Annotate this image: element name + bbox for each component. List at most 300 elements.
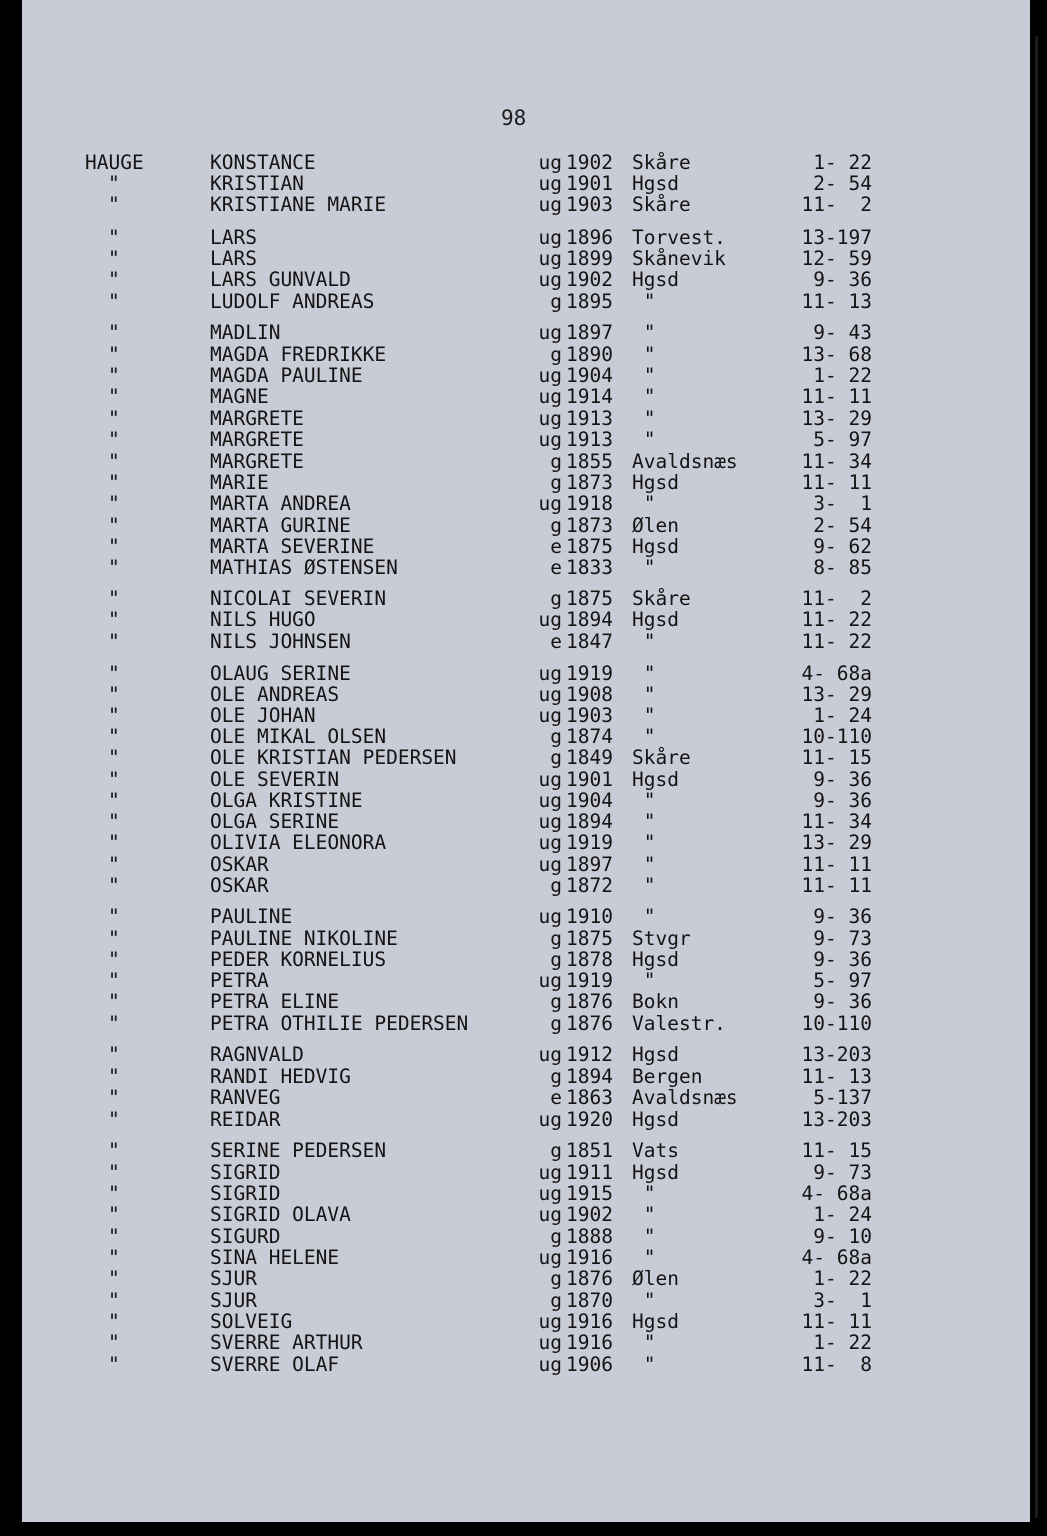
- birth-place-cell: Avaldsnæs: [632, 450, 738, 473]
- birth-year-cell: 1906: [566, 1353, 613, 1376]
- given-name-cell: MARIE: [210, 471, 269, 494]
- register-row: [22, 684, 1030, 706]
- reference-cell: 9- 36: [813, 768, 872, 791]
- reference-cell: 1- 24: [813, 1203, 872, 1226]
- ditto-mark: ": [108, 969, 120, 992]
- reference-cell: 11- 15: [801, 746, 872, 769]
- ditto-mark: ": [108, 172, 120, 195]
- birth-place-cell: Vats: [632, 1139, 679, 1162]
- reference-cell: 11- 11: [801, 874, 872, 897]
- reference-cell: 3- 1: [813, 492, 872, 515]
- given-name-cell: SIGRID: [210, 1182, 281, 1205]
- reference-cell: 13-197: [801, 226, 872, 249]
- register-row: [22, 1109, 1030, 1131]
- birth-place-cell: ": [632, 290, 656, 313]
- reference-cell: 11- 34: [801, 810, 872, 833]
- register-row: [22, 408, 1030, 430]
- register-row: [22, 1140, 1030, 1162]
- ditto-mark: ": [108, 1043, 120, 1066]
- marital-status-cell: e: [550, 556, 562, 579]
- given-name-cell: SERINE PEDERSEN: [210, 1139, 387, 1162]
- birth-year-cell: 1908: [566, 683, 613, 706]
- given-name-cell: OSKAR: [210, 853, 269, 876]
- marital-status-cell: ug: [538, 407, 562, 430]
- register-row: [22, 949, 1030, 971]
- ditto-mark: ": [108, 1353, 120, 1376]
- marital-status-cell: g: [550, 990, 562, 1013]
- given-name-cell: MARTA SEVERINE: [210, 535, 375, 558]
- reference-cell: 13- 68: [801, 343, 872, 366]
- given-name-cell: PETRA OTHILIE PEDERSEN: [210, 1012, 469, 1035]
- reference-cell: 13- 29: [801, 831, 872, 854]
- register-row: [22, 344, 1030, 366]
- ditto-mark: ": [108, 789, 120, 812]
- birth-place-cell: Avaldsnæs: [632, 1086, 738, 1109]
- given-name-cell: NILS HUGO: [210, 608, 316, 631]
- ditto-mark: ": [108, 1182, 120, 1205]
- given-name-cell: PAULINE NIKOLINE: [210, 927, 398, 950]
- birth-place-cell: Hgsd: [632, 172, 679, 195]
- birth-place-cell: Ølen: [632, 1267, 679, 1290]
- marital-status-cell: g: [550, 343, 562, 366]
- reference-cell: 11- 15: [801, 1139, 872, 1162]
- given-name-cell: MARTA GURINE: [210, 514, 351, 537]
- marital-status-cell: ug: [538, 193, 562, 216]
- given-name-cell: LARS GUNVALD: [210, 268, 351, 291]
- register-row: [22, 1290, 1030, 1312]
- birth-year-cell: 1855: [566, 450, 613, 473]
- ditto-mark: ": [108, 587, 120, 610]
- birth-place-cell: ": [632, 630, 656, 653]
- ditto-mark: ": [108, 990, 120, 1013]
- birth-year-cell: 1901: [566, 768, 613, 791]
- birth-year-cell: 1875: [566, 587, 613, 610]
- given-name-cell: SIGRID OLAVA: [210, 1203, 351, 1226]
- birth-place-cell: Skånevik: [632, 247, 726, 270]
- register-row: [22, 493, 1030, 515]
- ditto-mark: ": [108, 662, 120, 685]
- birth-place-cell: Hgsd: [632, 768, 679, 791]
- reference-cell: 9- 10: [813, 1225, 872, 1248]
- register-row: [22, 515, 1030, 537]
- marital-status-cell: ug: [538, 789, 562, 812]
- reference-cell: 9- 36: [813, 268, 872, 291]
- birth-year-cell: 1878: [566, 948, 613, 971]
- given-name-cell: OLE KRISTIAN PEDERSEN: [210, 746, 457, 769]
- birth-place-cell: ": [632, 1353, 656, 1376]
- birth-place-cell: ": [632, 789, 656, 812]
- birth-year-cell: 1851: [566, 1139, 613, 1162]
- marital-status-cell: ug: [538, 385, 562, 408]
- reference-cell: 1- 22: [813, 364, 872, 387]
- ditto-mark: ": [108, 1012, 120, 1035]
- reference-cell: 13- 29: [801, 683, 872, 706]
- birth-place-cell: Hgsd: [632, 1108, 679, 1131]
- birth-year-cell: 1902: [566, 1203, 613, 1226]
- given-name-cell: SVERRE OLAF: [210, 1353, 340, 1376]
- birth-year-cell: 1901: [566, 172, 613, 195]
- birth-year-cell: 1913: [566, 428, 613, 451]
- marital-status-cell: ug: [538, 268, 562, 291]
- ditto-mark: ": [108, 1331, 120, 1354]
- marital-status-cell: g: [550, 290, 562, 313]
- marital-status-cell: e: [550, 535, 562, 558]
- birth-year-cell: 1890: [566, 343, 613, 366]
- register-row: [22, 747, 1030, 769]
- birth-year-cell: 1874: [566, 725, 613, 748]
- marital-status-cell: ug: [538, 831, 562, 854]
- ditto-mark: ": [108, 1086, 120, 1109]
- given-name-cell: OSKAR: [210, 874, 269, 897]
- ditto-mark: ": [108, 810, 120, 833]
- marital-status-cell: g: [550, 1139, 562, 1162]
- register-row: [22, 1183, 1030, 1205]
- register-row: [22, 790, 1030, 812]
- birth-place-cell: ": [632, 683, 656, 706]
- given-name-cell: SOLVEIG: [210, 1310, 293, 1333]
- given-name-cell: MAGDA PAULINE: [210, 364, 363, 387]
- birth-place-cell: ": [632, 428, 656, 451]
- reference-cell: 10-110: [801, 1012, 872, 1035]
- ditto-mark: ": [108, 247, 120, 270]
- marital-status-cell: ug: [538, 1043, 562, 1066]
- birth-year-cell: 1847: [566, 630, 613, 653]
- birth-place-cell: Stvgr: [632, 927, 691, 950]
- reference-cell: 9- 36: [813, 905, 872, 928]
- ditto-mark: ": [108, 746, 120, 769]
- ditto-mark: ": [108, 321, 120, 344]
- register-row: [22, 269, 1030, 291]
- marital-status-cell: e: [550, 630, 562, 653]
- birth-year-cell: 1870: [566, 1289, 613, 1312]
- birth-place-cell: ": [632, 1203, 656, 1226]
- marital-status-cell: g: [550, 948, 562, 971]
- marital-status-cell: ug: [538, 1161, 562, 1184]
- marital-status-cell: g: [550, 471, 562, 494]
- reference-cell: 13-203: [801, 1043, 872, 1066]
- birth-year-cell: 1895: [566, 290, 613, 313]
- birth-year-cell: 1875: [566, 927, 613, 950]
- marital-status-cell: g: [550, 746, 562, 769]
- birth-place-cell: ": [632, 1331, 656, 1354]
- birth-year-cell: 1899: [566, 247, 613, 270]
- birth-place-cell: Hgsd: [632, 471, 679, 494]
- register-row: [22, 1311, 1030, 1333]
- register-row: [22, 536, 1030, 558]
- birth-year-cell: 1872: [566, 874, 613, 897]
- birth-place-cell: ": [632, 704, 656, 727]
- birth-year-cell: 1903: [566, 193, 613, 216]
- reference-cell: 9- 73: [813, 927, 872, 950]
- register-row: [22, 1247, 1030, 1269]
- marital-status-cell: ug: [538, 1108, 562, 1131]
- ditto-mark: ": [108, 514, 120, 537]
- birth-place-cell: ": [632, 831, 656, 854]
- marital-status-cell: g: [550, 587, 562, 610]
- reference-cell: 11- 11: [801, 1310, 872, 1333]
- birth-place-cell: Hgsd: [632, 268, 679, 291]
- birth-year-cell: 1910: [566, 905, 613, 928]
- ditto-mark: ": [108, 831, 120, 854]
- birth-year-cell: 1873: [566, 471, 613, 494]
- ditto-mark: ": [108, 1289, 120, 1312]
- reference-cell: 1- 22: [813, 1267, 872, 1290]
- given-name-cell: REIDAR: [210, 1108, 281, 1131]
- marital-status-cell: ug: [538, 853, 562, 876]
- register-row: [22, 631, 1030, 653]
- marital-status-cell: g: [550, 1289, 562, 1312]
- given-name-cell: KONSTANCE: [210, 151, 316, 174]
- birth-year-cell: 1875: [566, 535, 613, 558]
- given-name-cell: MARGRETE: [210, 407, 304, 430]
- ditto-mark: ": [108, 193, 120, 216]
- given-name-cell: LUDOLF ANDREAS: [210, 290, 375, 313]
- given-name-cell: MADLIN: [210, 321, 281, 344]
- birth-year-cell: 1896: [566, 226, 613, 249]
- birth-year-cell: 1902: [566, 151, 613, 174]
- birth-place-cell: ": [632, 1182, 656, 1205]
- given-name-cell: OLE ANDREAS: [210, 683, 340, 706]
- reference-cell: 1- 22: [813, 151, 872, 174]
- register-row: [22, 832, 1030, 854]
- register-row: [22, 1087, 1030, 1109]
- birth-place-cell: ": [632, 407, 656, 430]
- birth-place-cell: ": [632, 874, 656, 897]
- ditto-mark: ": [108, 927, 120, 950]
- birth-place-cell: Bergen: [632, 1065, 703, 1088]
- reference-cell: 9- 36: [813, 789, 872, 812]
- reference-cell: 1- 22: [813, 1331, 872, 1354]
- marital-status-cell: ug: [538, 969, 562, 992]
- given-name-cell: RANVEG: [210, 1086, 281, 1109]
- ditto-mark: ": [108, 1161, 120, 1184]
- marital-status-cell: ug: [538, 905, 562, 928]
- given-name-cell: MAGDA FREDRIKKE: [210, 343, 387, 366]
- reference-cell: 10-110: [801, 725, 872, 748]
- birth-place-cell: ": [632, 905, 656, 928]
- marital-status-cell: ug: [538, 492, 562, 515]
- birth-place-cell: ": [632, 853, 656, 876]
- reference-cell: 11- 11: [801, 853, 872, 876]
- birth-year-cell: 1894: [566, 608, 613, 631]
- register-row: [22, 970, 1030, 992]
- ditto-mark: ": [108, 1065, 120, 1088]
- marital-status-cell: e: [550, 1086, 562, 1109]
- given-name-cell: PAULINE: [210, 905, 293, 928]
- given-name-cell: PETRA ELINE: [210, 990, 340, 1013]
- ditto-mark: ": [108, 768, 120, 791]
- ditto-mark: ": [108, 1108, 120, 1131]
- register-row: [22, 609, 1030, 631]
- given-name-cell: MARTA ANDREA: [210, 492, 351, 515]
- ditto-mark: ": [108, 450, 120, 473]
- given-name-cell: OLE MIKAL OLSEN: [210, 725, 387, 748]
- ditto-mark: ": [108, 1246, 120, 1269]
- birth-year-cell: 1903: [566, 704, 613, 727]
- birth-place-cell: ": [632, 810, 656, 833]
- birth-place-cell: Hgsd: [632, 1043, 679, 1066]
- birth-place-cell: Hgsd: [632, 1310, 679, 1333]
- ditto-mark: ": [108, 630, 120, 653]
- reference-cell: 13- 29: [801, 407, 872, 430]
- marital-status-cell: ug: [538, 768, 562, 791]
- birth-place-cell: Bokn: [632, 990, 679, 1013]
- marital-status-cell: ug: [538, 428, 562, 451]
- marital-status-cell: ug: [538, 1246, 562, 1269]
- given-name-cell: LARS: [210, 226, 257, 249]
- reference-cell: 5- 97: [813, 969, 872, 992]
- register-row: [22, 322, 1030, 344]
- birth-place-cell: ": [632, 662, 656, 685]
- ditto-mark: ": [108, 535, 120, 558]
- given-name-cell: SJUR: [210, 1267, 257, 1290]
- ditto-mark: ": [108, 683, 120, 706]
- register-row: [22, 1226, 1030, 1248]
- given-name-cell: SIGURD: [210, 1225, 281, 1248]
- ditto-mark: ": [108, 905, 120, 928]
- marital-status-cell: g: [550, 1267, 562, 1290]
- register-row: [22, 291, 1030, 313]
- marital-status-cell: ug: [538, 226, 562, 249]
- reference-cell: 9- 73: [813, 1161, 872, 1184]
- register-row: [22, 248, 1030, 270]
- birth-year-cell: 1873: [566, 514, 613, 537]
- register-row: [22, 194, 1030, 216]
- ditto-mark: ": [108, 1267, 120, 1290]
- ditto-mark: ": [108, 853, 120, 876]
- reference-cell: 11- 2: [801, 193, 872, 216]
- birth-year-cell: 1912: [566, 1043, 613, 1066]
- given-name-cell: OLGA SERINE: [210, 810, 340, 833]
- reference-cell: 11- 34: [801, 450, 872, 473]
- given-name-cell: MATHIAS ØSTENSEN: [210, 556, 398, 579]
- register-row: [22, 705, 1030, 727]
- reference-cell: 9- 62: [813, 535, 872, 558]
- reference-cell: 4- 68a: [801, 662, 872, 685]
- birth-year-cell: 1876: [566, 1012, 613, 1035]
- reference-cell: 1- 24: [813, 704, 872, 727]
- register-row: [22, 854, 1030, 876]
- marital-status-cell: ug: [538, 1310, 562, 1333]
- ditto-mark: ": [108, 492, 120, 515]
- register-row: [22, 365, 1030, 387]
- register-row: [22, 1044, 1030, 1066]
- register-row: [22, 811, 1030, 833]
- reference-cell: 11- 2: [801, 587, 872, 610]
- birth-place-cell: ": [632, 556, 656, 579]
- birth-year-cell: 1888: [566, 1225, 613, 1248]
- ditto-mark: ": [108, 226, 120, 249]
- given-name-cell: OLE SEVERIN: [210, 768, 340, 791]
- marital-status-cell: ug: [538, 364, 562, 387]
- birth-year-cell: 1849: [566, 746, 613, 769]
- ditto-mark: ": [108, 725, 120, 748]
- marital-status-cell: g: [550, 927, 562, 950]
- birth-place-cell: Skåre: [632, 587, 691, 610]
- marital-status-cell: g: [550, 874, 562, 897]
- given-name-cell: RAGNVALD: [210, 1043, 304, 1066]
- birth-place-cell: Valestr.: [632, 1012, 726, 1035]
- register-row: [22, 451, 1030, 473]
- marital-status-cell: g: [550, 1012, 562, 1035]
- birth-place-cell: ": [632, 1289, 656, 1312]
- reference-cell: 2- 54: [813, 514, 872, 537]
- ditto-mark: ": [108, 608, 120, 631]
- birth-place-cell: ": [632, 725, 656, 748]
- register-row: [22, 663, 1030, 685]
- reference-cell: 11- 22: [801, 608, 872, 631]
- register-row: [22, 152, 1030, 174]
- register-row: [22, 429, 1030, 451]
- birth-place-cell: ": [632, 492, 656, 515]
- reference-cell: 11- 22: [801, 630, 872, 653]
- ditto-mark: ": [108, 385, 120, 408]
- register-row: [22, 227, 1030, 249]
- birth-year-cell: 1919: [566, 662, 613, 685]
- ditto-mark: ": [108, 1139, 120, 1162]
- marital-status-cell: ug: [538, 247, 562, 270]
- page-number: 98: [501, 106, 527, 130]
- birth-year-cell: 1918: [566, 492, 613, 515]
- ditto-mark: ": [108, 290, 120, 313]
- register-row: [22, 928, 1030, 950]
- reference-cell: 11- 13: [801, 290, 872, 313]
- register-row: [22, 588, 1030, 610]
- reference-cell: 11- 11: [801, 471, 872, 494]
- given-name-cell: OLGA KRISTINE: [210, 789, 363, 812]
- birth-year-cell: 1894: [566, 810, 613, 833]
- marital-status-cell: ug: [538, 1182, 562, 1205]
- given-name-cell: MAGNE: [210, 385, 269, 408]
- ditto-mark: ": [108, 343, 120, 366]
- ditto-mark: ": [108, 1225, 120, 1248]
- reference-cell: 11- 11: [801, 385, 872, 408]
- given-name-cell: OLIVIA ELEONORA: [210, 831, 387, 854]
- reference-cell: 9- 36: [813, 948, 872, 971]
- birth-year-cell: 1919: [566, 831, 613, 854]
- ditto-mark: ": [108, 1203, 120, 1226]
- given-name-cell: NILS JOHNSEN: [210, 630, 351, 653]
- given-name-cell: MARGRETE: [210, 428, 304, 451]
- birth-place-cell: Hgsd: [632, 608, 679, 631]
- register-row: [22, 991, 1030, 1013]
- birth-year-cell: 1897: [566, 321, 613, 344]
- given-name-cell: KRISTIAN: [210, 172, 304, 195]
- birth-year-cell: 1920: [566, 1108, 613, 1131]
- given-name-cell: RANDI HEDVIG: [210, 1065, 351, 1088]
- birth-place-cell: Skåre: [632, 746, 691, 769]
- birth-year-cell: 1902: [566, 268, 613, 291]
- birth-year-cell: 1916: [566, 1246, 613, 1269]
- birth-place-cell: ": [632, 969, 656, 992]
- birth-year-cell: 1911: [566, 1161, 613, 1184]
- ditto-mark: ": [108, 948, 120, 971]
- birth-place-cell: Torvest.: [632, 226, 726, 249]
- register-row: [22, 1204, 1030, 1226]
- reference-cell: 5- 97: [813, 428, 872, 451]
- given-name-cell: PEDER KORNELIUS: [210, 948, 387, 971]
- reference-cell: 8- 85: [813, 556, 872, 579]
- marital-status-cell: ug: [538, 172, 562, 195]
- birth-place-cell: Ølen: [632, 514, 679, 537]
- birth-year-cell: 1876: [566, 1267, 613, 1290]
- reference-cell: 13-203: [801, 1108, 872, 1131]
- reference-cell: 12- 59: [801, 247, 872, 270]
- register-row: [22, 557, 1030, 579]
- reference-cell: 2- 54: [813, 172, 872, 195]
- marital-status-cell: ug: [538, 704, 562, 727]
- birth-place-cell: Hgsd: [632, 1161, 679, 1184]
